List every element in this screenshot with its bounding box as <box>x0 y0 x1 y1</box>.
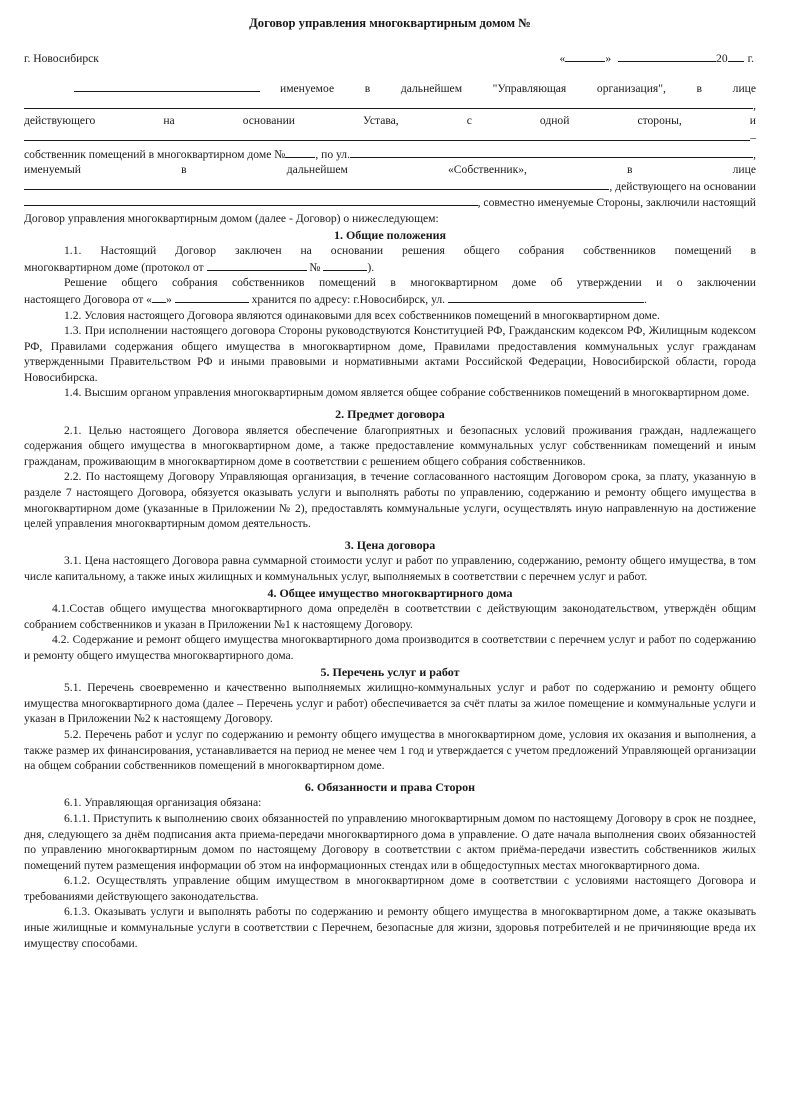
owner-representative-blank <box>24 178 609 190</box>
month-blank <box>618 50 716 62</box>
representative-blank <box>24 97 753 109</box>
clause-4-2: 4.2. Содержание и ремонт общего имущества многоквартирного дома производится в соответствии с перечнем услуг и работ по содержанию и ремонту общего имущества многоквартирного дома. <box>24 633 756 662</box>
preamble-line-3: собственник помещений в многоквартирном доме № , по ул. , <box>24 147 756 161</box>
section-4-heading: 4. Общее имущество многоквартирного дома <box>267 585 513 600</box>
preamble-line-6: , совместно именуемые Стороны, заключили настоящий <box>24 194 756 211</box>
preamble-line-7: Договор управления многоквартирным домом (далее - Договор) о нижеследующем: <box>24 211 439 225</box>
clause-1-4: 1.4. Высшим органом управления многоквартирным домом является общее собрание собственников помещений в многоквартирном доме. <box>64 386 750 400</box>
clause-5-2: 5.2. Перечень работ и услуг по содержанию и ремонту общего имущества в многоквартирном доме, условия их оказания и выполнения, а также размер их финансирования, устанавливается на период не менее чем 1 год и утверждается с учетом предложений Управляющей организации на общем собрании собственников помещений в многоквартирном доме. <box>24 727 756 773</box>
clause-4-1: 4.1.Состав общего имущества многоквартирного дома определён в соответствии с действующим законодательством, утверждён общим собранием собственников и указан в Приложении №1 к настоящему Договору. <box>24 602 756 631</box>
preamble-line-5: , действующего на основании <box>24 178 756 195</box>
preamble-line-2: действующего на основании Устава, с одной стороны, и <box>24 114 756 128</box>
city-date-line <box>24 50 756 67</box>
clause-5-1: 5.1. Перечень своевременно и качественно выполняемых жилищно-коммунальных услуг и работ по содержанию и ремонту общего имущества многоквартирного дома (далее – Перечень услуг и работ) обеспечивается за счёт платы за жилое помещение и коммунальные услуги и указан в Приложении №2 к настоящему Договору. <box>24 681 756 726</box>
day-blank <box>565 50 605 62</box>
clause-1-1-line-a: 1.1. Настоящий Договор заключен на основании решения общего собрания собственников помещений в <box>64 244 756 258</box>
protocol-number-blank <box>323 259 367 271</box>
section-5-heading: 5. Перечень услуг и работ <box>320 664 460 679</box>
clause-2-1: 2.1. Целью настоящего Договора является обеспечение благоприятных и безопасных условий проживания граждан, надлежащего содержания общего имущества в многоквартирном доме, а также предоставление коммунальных услуг собственникам помещений и иным гражданам, проживающим в многоквартирном доме в соответствии с решением общего собрания собственников. <box>24 423 756 468</box>
company-name-blank <box>74 80 260 92</box>
clause-6-1-1: 6.1.1. Приступить к выполнению своих обязанностей по управлению многоквартирным домом по настоящему Договору в срок не позднее, дня, следующего за днём подписания акта приема-передачи многоквартирного дома в управление. О дате начала выполнения своих обязанностей по управлению многоквартирным домом по настоящему Договору в соответствии с актом приёма-передачи известить собственников жилых помещений путем размещения информации об этом на информационных стендах или в общедоступных местах многоквартирного дома. <box>24 811 756 872</box>
preamble-line-1: именуемое в дальнейшем "Управляющая организация", в лице <box>24 80 756 97</box>
decision-month-blank <box>175 291 249 303</box>
clause-3-1: 3.1. Цена настоящего Договора равна суммарной стоимости услуг и работ по управлению, содержанию, ремонту общего имущества, в том числе капитальному, а также иных жилищных и коммунальных услуг, выполняемых в соответствии с перечнем услуг и работ. <box>24 554 756 583</box>
document-title: Договор управления многоквартирным домом № <box>249 16 531 30</box>
clause-6-1-2: 6.1.2. Осуществлять управление общим имуществом в многоквартирном доме в соответствии с условиями настоящего Договора и требованиями действующего законодательства. <box>24 874 756 903</box>
year-blank <box>728 50 744 62</box>
owner-name-blank <box>24 129 750 141</box>
clause-2-2: 2.2. По настоящему Договору Управляющая организация, в течение согласованного настоящим Договором срока, за плату, указанную в разделе 7 настоящего Договора, обязуется оказывать услуги и выполнять работы по управлению, содержанию и ремонту общего имущества в многоквартирном доме (указанные в Приложении № 2), предоставлять коммунальные услуги, осуществлять иную направленную на достижение целей управления многоквартирным домом деятельность. <box>24 470 756 531</box>
clause-6-1-3: 6.1.3. Оказывать услуги и выполнять работы по содержанию и ремонту общего имущества в многоквартирном доме, а также оказывать иные жилищные и коммунальные услуги в соответствии с Перечнем, безопасные для жизни, здоровья потребителей и не причиняющие вреда их имуществу способами. <box>24 905 756 950</box>
clause-1-1-line-c: Решение общего собрания собственников помещений в многоквартирном доме об утверждении и о заключении <box>64 276 756 290</box>
preamble-line-1b: , <box>24 97 756 114</box>
section-1-heading: 1. Общие положения <box>333 227 447 242</box>
contract-date: « » 20 г. <box>559 51 754 65</box>
protocol-date-blank <box>207 259 307 271</box>
storage-address-blank <box>448 291 644 303</box>
clause-1-1-line-d: настоящего Договора от « » хранится по адресу: г.Новосибирск, ул. . <box>24 292 647 306</box>
clause-1-2: 1.2. Условия настоящего Договора являются одинаковыми для всех собственников помещений в многоквартирном доме. <box>64 308 660 322</box>
clause-1-1-line-b: многоквартирном доме (протокол от № ). <box>24 260 375 274</box>
decision-day-blank <box>152 291 166 303</box>
section-3-heading: 3. Цена договора <box>344 537 436 552</box>
clause-6-1: 6.1. Управляющая организация обязана: <box>64 796 262 810</box>
preamble-line-2b: – <box>24 129 756 146</box>
section-2-heading: 2. Предмет договора <box>335 407 445 422</box>
city: г. Новосибирск <box>24 51 99 65</box>
street-blank <box>350 146 753 158</box>
preamble-line-4: именуемый в дальнейшем «Собственник», в лице <box>24 163 756 177</box>
section-6-heading: 6. Обязанности и права Сторон <box>304 779 476 794</box>
clause-1-3: 1.3. При исполнении настоящего договора Стороны руководствуются Конституцией РФ, Гражданским кодексом РФ, Жилищным кодексом РФ, Правилами содержания общего имущества в многоквартирном доме, Правилами предоставления коммунальных услуг гражданам утвержденными Правительством РФ и иными правовыми и нормативными актами Российской Федерации, Новосибирской области, города Новосибирска. <box>24 324 756 384</box>
house-number-blank <box>285 146 315 158</box>
basis-blank <box>24 194 478 206</box>
